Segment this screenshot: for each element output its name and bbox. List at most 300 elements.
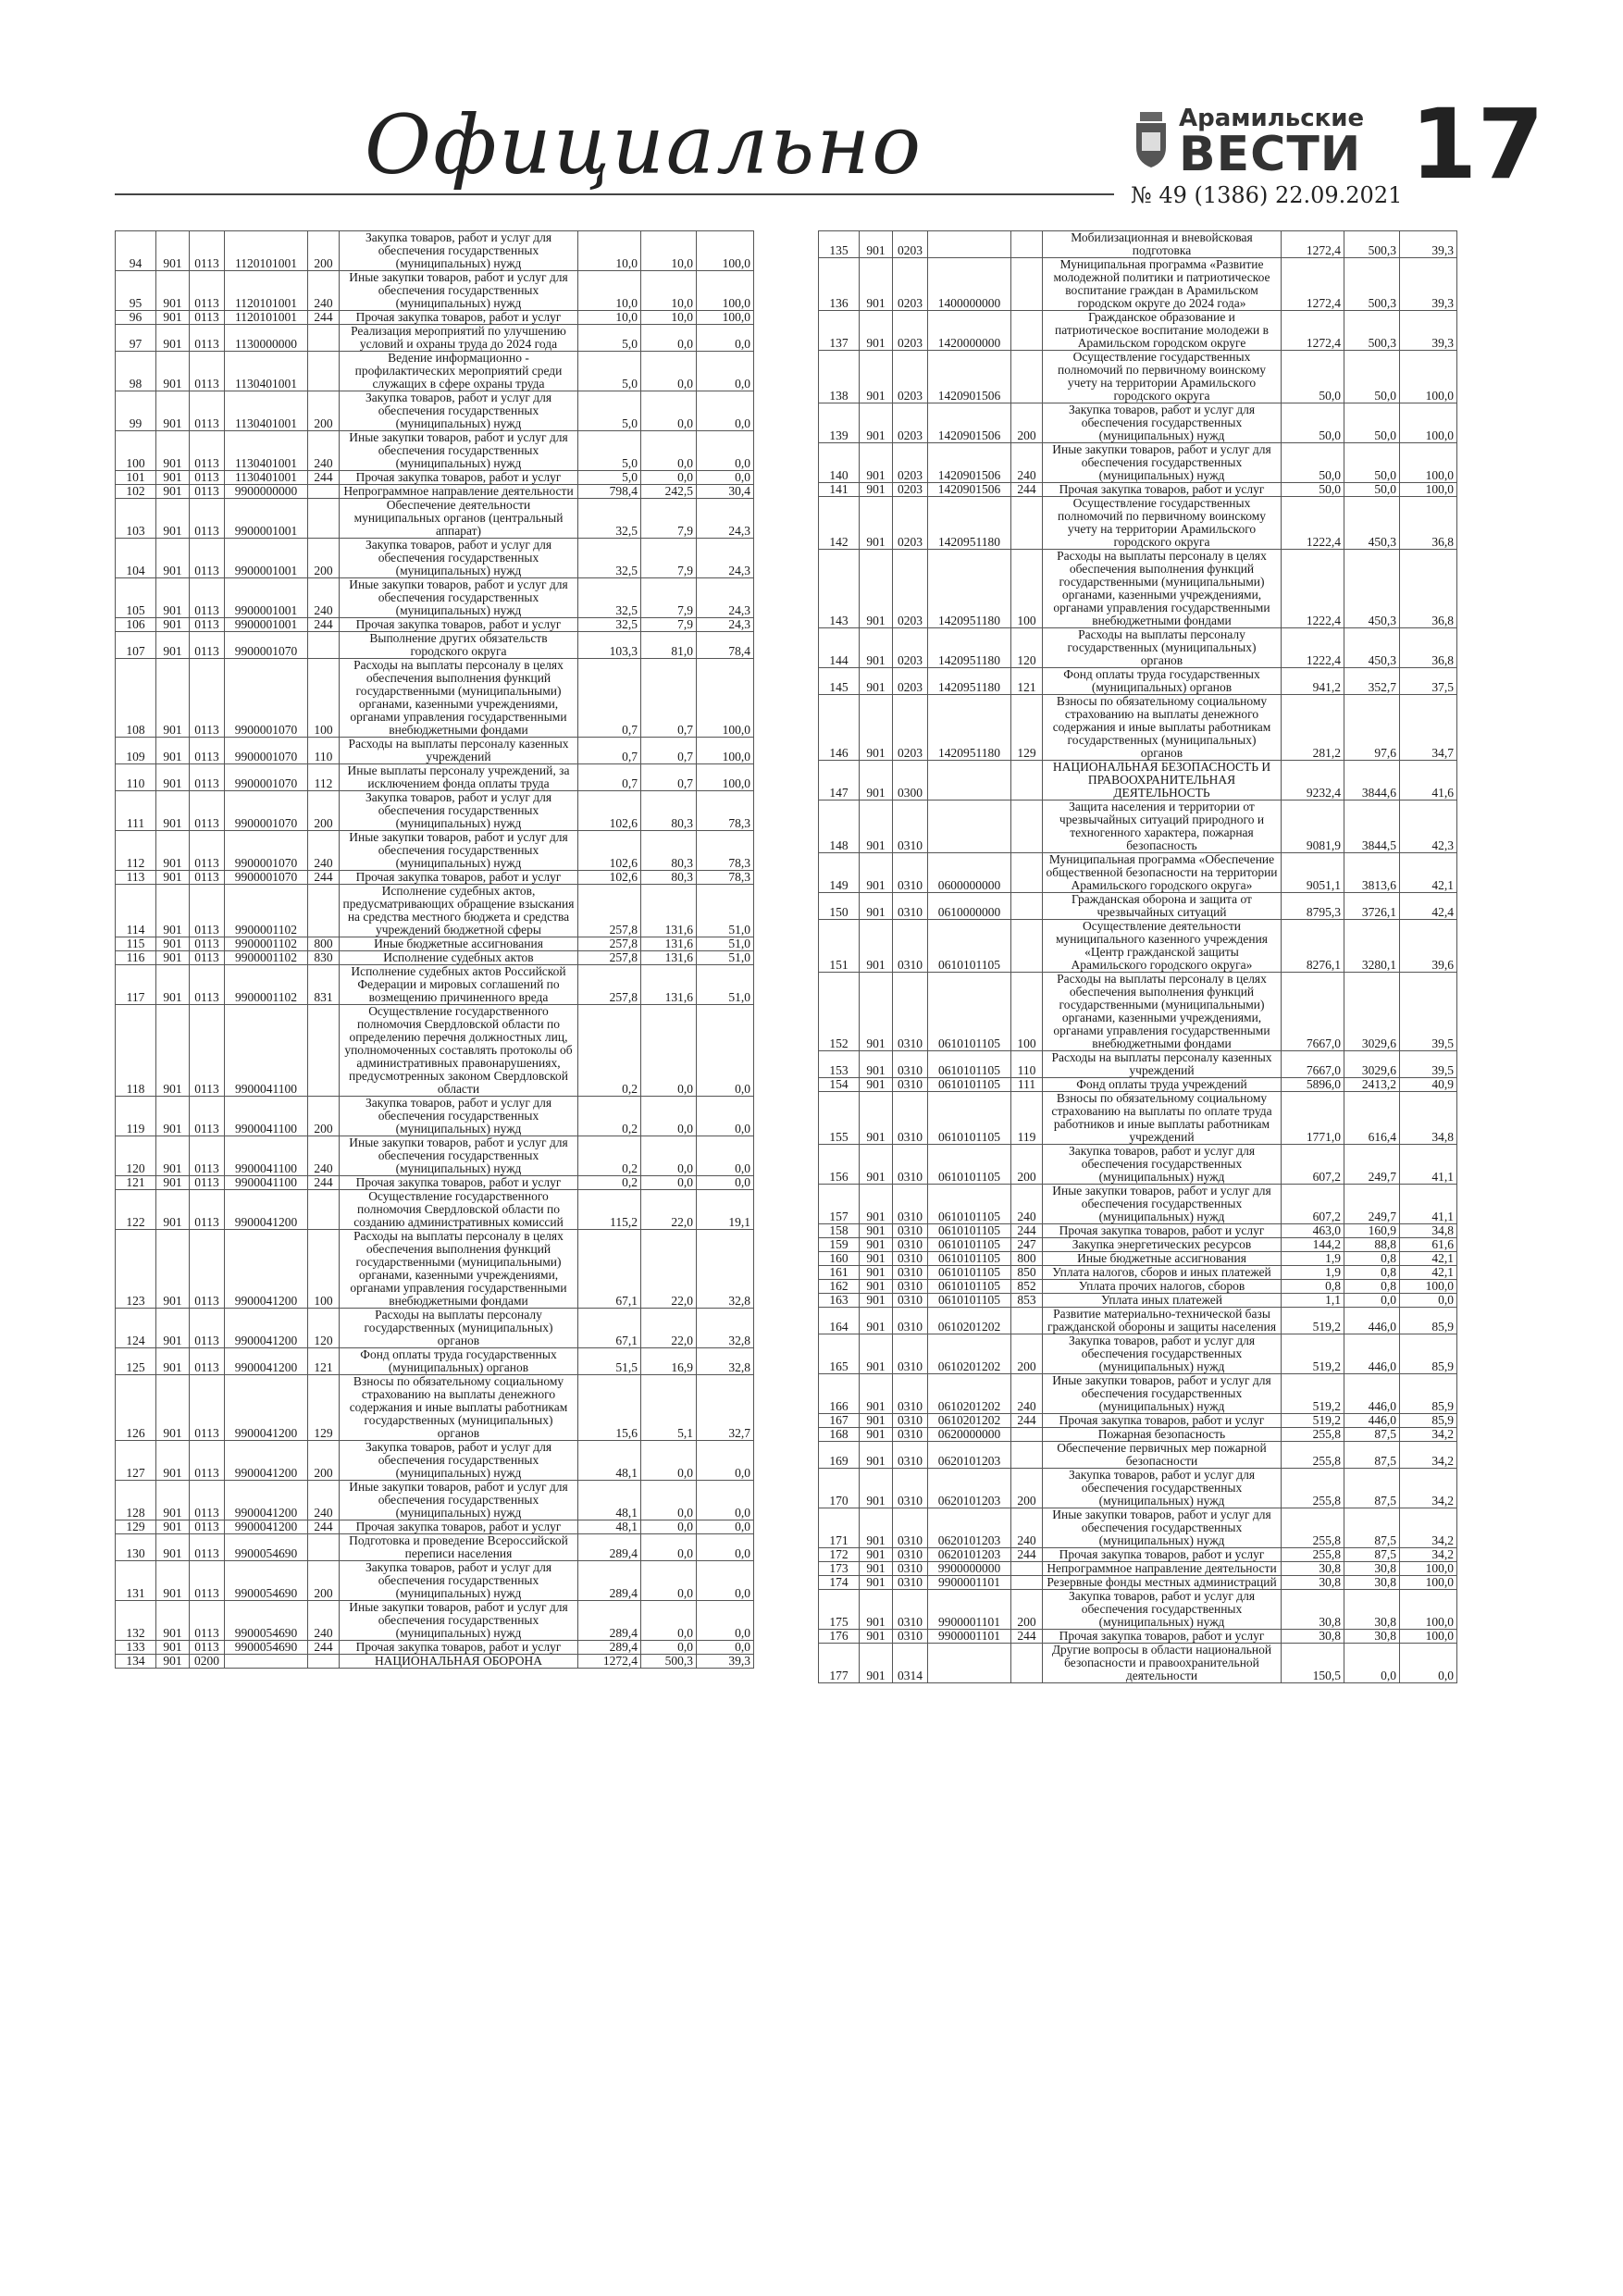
executed-amount: 0,0 — [641, 1097, 697, 1136]
plan-amount: 50,0 — [1282, 483, 1344, 497]
target-code: 0610101105 — [928, 973, 1011, 1051]
executed-amount: 0,0 — [641, 471, 697, 485]
plan-amount: 9051,1 — [1282, 853, 1344, 893]
row-description: Другие вопросы в области национальной безопасности и правоохранительной деятельности — [1043, 1644, 1282, 1683]
header-rule — [115, 193, 1114, 195]
row-description: Мобилизационная и вневойсковая подготовка — [1043, 231, 1282, 258]
section-code: 0113 — [190, 485, 225, 499]
table-row — [116, 539, 754, 578]
section-code: 0113 — [190, 1601, 225, 1641]
execution-percent: 36,8 — [1400, 628, 1457, 668]
row-description: Расходы на выплаты персоналу в целях обеспечения выполнения функций государственными (муниципальными) органами, казенными учреждениями, органами управления государственными внебюджетными фондами — [340, 1230, 578, 1309]
target-code: 9900054690 — [225, 1534, 308, 1561]
ministry-code: 901 — [860, 853, 893, 893]
target-code: 1130000000 — [225, 325, 308, 352]
section-code: 0113 — [190, 965, 225, 1005]
section-code: 0113 — [190, 1136, 225, 1176]
row-description: Уплата налогов, сборов и иных платежей — [1043, 1266, 1282, 1280]
row-description: Прочая закупка товаров, работ и услуг — [340, 618, 578, 632]
executed-amount: 22,0 — [641, 1230, 697, 1309]
target-code: 9900001070 — [225, 831, 308, 871]
row-description: Расходы на выплаты персоналу в целях обеспечения выполнения функций государственными (муниципальными) органами, казенными учреждениями, органами управления государственными внебюджетными фондами — [1043, 973, 1282, 1051]
row-description: Расходы на выплаты персоналу государственных (муниципальных) органов — [340, 1309, 578, 1348]
plan-amount: 9232,4 — [1282, 761, 1344, 800]
ministry-code: 901 — [156, 1005, 190, 1097]
target-code: 1420901506 — [928, 443, 1011, 483]
execution-percent: 0,0 — [697, 352, 754, 391]
row-description: Закупка товаров, работ и услуг для обеспечения государственных (муниципальных) нужд — [1043, 1334, 1282, 1374]
execution-percent: 24,3 — [697, 618, 754, 632]
executed-amount: 131,6 — [641, 965, 697, 1005]
section-code: 0113 — [190, 659, 225, 738]
plan-amount: 115,2 — [578, 1190, 641, 1230]
table-row — [819, 311, 1457, 351]
target-code: 0610000000 — [928, 893, 1011, 920]
executed-amount: 50,0 — [1344, 403, 1400, 443]
table-row — [819, 550, 1457, 628]
row-number: 114 — [116, 885, 156, 937]
executed-amount: 500,3 — [1344, 231, 1400, 258]
expense-type — [308, 352, 340, 391]
ministry-code: 901 — [156, 738, 190, 764]
ministry-code: 901 — [860, 628, 893, 668]
expense-type: 111 — [1011, 1078, 1043, 1092]
execution-percent: 0,0 — [1400, 1294, 1457, 1308]
page-number: 17 — [1410, 88, 1544, 201]
ministry-code: 901 — [156, 1375, 190, 1441]
expense-type: 129 — [1011, 695, 1043, 761]
target-code: 9900001101 — [928, 1590, 1011, 1630]
ministry-code: 901 — [156, 471, 190, 485]
expense-type — [308, 885, 340, 937]
table-row — [116, 1136, 754, 1176]
execution-percent: 0,0 — [1400, 1644, 1457, 1683]
row-description: Пожарная безопасность — [1043, 1428, 1282, 1442]
ministry-code: 901 — [156, 431, 190, 471]
section-code: 0113 — [190, 1375, 225, 1441]
ministry-code: 901 — [156, 1348, 190, 1375]
executed-amount: 7,9 — [641, 618, 697, 632]
section-code: 0310 — [893, 1442, 928, 1469]
table-row — [116, 791, 754, 831]
table-row — [819, 1469, 1457, 1508]
section-code: 0113 — [190, 1309, 225, 1348]
target-code: 9900001102 — [225, 885, 308, 937]
execution-percent: 100,0 — [1400, 1562, 1457, 1576]
row-number: 118 — [116, 1005, 156, 1097]
target-code: 0620101203 — [928, 1442, 1011, 1469]
executed-amount: 80,3 — [641, 831, 697, 871]
row-description: Защита населения и территории от чрезвычайных ситуаций природного и техногенного характера, пожарная безопасность — [1043, 800, 1282, 853]
section-code: 0113 — [190, 352, 225, 391]
row-number: 112 — [116, 831, 156, 871]
budget-table-right-column — [818, 230, 1457, 1683]
ministry-code: 901 — [860, 1590, 893, 1630]
executed-amount: 0,0 — [1344, 1294, 1400, 1308]
row-number: 100 — [116, 431, 156, 471]
table-row — [819, 1428, 1457, 1442]
row-number: 160 — [819, 1252, 860, 1266]
ministry-code: 901 — [156, 1520, 190, 1534]
plan-amount: 50,0 — [1282, 351, 1344, 403]
row-number: 137 — [819, 311, 860, 351]
table-row — [819, 668, 1457, 695]
row-description: Иные закупки товаров, работ и услуг для обеспечения государственных (муниципальных) нужд — [1043, 443, 1282, 483]
row-number: 143 — [819, 550, 860, 628]
execution-percent: 0,0 — [697, 1005, 754, 1097]
plan-amount: 30,8 — [1282, 1590, 1344, 1630]
target-code: 0620000000 — [928, 1428, 1011, 1442]
plan-amount: 289,4 — [578, 1601, 641, 1641]
ministry-code: 901 — [860, 1266, 893, 1280]
plan-amount: 67,1 — [578, 1230, 641, 1309]
execution-percent: 32,8 — [697, 1348, 754, 1375]
section-code: 0203 — [893, 258, 928, 311]
ministry-code: 901 — [860, 1644, 893, 1683]
target-code: 9900001001 — [225, 618, 308, 632]
plan-amount: 1222,4 — [1282, 497, 1344, 550]
executed-amount: 0,0 — [641, 1005, 697, 1097]
execution-percent: 42,1 — [1400, 1252, 1457, 1266]
section-code: 0310 — [893, 1224, 928, 1238]
row-number: 142 — [819, 497, 860, 550]
plan-amount: 255,8 — [1282, 1442, 1344, 1469]
plan-amount: 32,5 — [578, 499, 641, 539]
table-row — [116, 271, 754, 311]
row-number: 166 — [819, 1374, 860, 1414]
expense-type — [1011, 1644, 1043, 1683]
row-description: Уплата прочих налогов, сборов — [1043, 1280, 1282, 1294]
ministry-code: 901 — [156, 271, 190, 311]
plan-amount: 102,6 — [578, 791, 641, 831]
expense-type — [1011, 920, 1043, 973]
executed-amount: 81,0 — [641, 632, 697, 659]
executed-amount: 450,3 — [1344, 628, 1400, 668]
ministry-code: 901 — [860, 1078, 893, 1092]
executed-amount: 50,0 — [1344, 483, 1400, 497]
execution-percent: 51,0 — [697, 937, 754, 951]
expense-type: 200 — [1011, 1145, 1043, 1185]
section-code: 0113 — [190, 764, 225, 791]
executed-amount: 0,0 — [641, 1520, 697, 1534]
table-row — [819, 497, 1457, 550]
row-number: 126 — [116, 1375, 156, 1441]
row-description: Прочая закупка товаров, работ и услуг — [1043, 1224, 1282, 1238]
execution-percent: 32,8 — [697, 1309, 754, 1348]
section-code: 0310 — [893, 973, 928, 1051]
table-row — [819, 1051, 1457, 1078]
section-code: 0310 — [893, 1562, 928, 1576]
row-number: 119 — [116, 1097, 156, 1136]
expense-type: 853 — [1011, 1294, 1043, 1308]
row-number: 141 — [819, 483, 860, 497]
target-code: 1420951180 — [928, 628, 1011, 668]
table-row — [819, 1442, 1457, 1469]
table-row — [819, 1508, 1457, 1548]
target-code: 1130401001 — [225, 471, 308, 485]
table-row — [819, 695, 1457, 761]
execution-percent: 39,5 — [1400, 1051, 1457, 1078]
table-row — [819, 973, 1457, 1051]
execution-percent: 42,3 — [1400, 800, 1457, 853]
target-code: 1420951180 — [928, 550, 1011, 628]
execution-percent: 100,0 — [697, 311, 754, 325]
row-description: Фонд оплаты труда учреждений — [1043, 1078, 1282, 1092]
executed-amount: 50,0 — [1344, 351, 1400, 403]
executed-amount: 80,3 — [641, 871, 697, 885]
executed-amount: 10,0 — [641, 231, 697, 271]
section-code: 0113 — [190, 431, 225, 471]
target-code: 0610101105 — [928, 1145, 1011, 1185]
executed-amount: 0,0 — [641, 325, 697, 352]
execution-percent: 30,4 — [697, 485, 754, 499]
ministry-code: 901 — [156, 951, 190, 965]
section-code: 0203 — [893, 403, 928, 443]
table-row — [819, 1185, 1457, 1224]
ministry-code: 901 — [860, 1630, 893, 1644]
target-code: 1420901506 — [928, 351, 1011, 403]
row-description: Закупка товаров, работ и услуг для обеспечения государственных (муниципальных) нужд — [340, 791, 578, 831]
table-row — [116, 1375, 754, 1441]
expense-type — [308, 1655, 340, 1669]
executed-amount: 7,9 — [641, 578, 697, 618]
ministry-code: 901 — [156, 1176, 190, 1190]
row-description: Развитие материально-технической базы гражданской обороны и защиты населения — [1043, 1308, 1282, 1334]
executed-amount: 87,5 — [1344, 1442, 1400, 1469]
target-code: 0610101105 — [928, 1078, 1011, 1092]
row-number: 113 — [116, 871, 156, 885]
row-number: 153 — [819, 1051, 860, 1078]
execution-percent: 100,0 — [1400, 443, 1457, 483]
ministry-code: 901 — [860, 1428, 893, 1442]
plan-amount: 257,8 — [578, 885, 641, 937]
table-row — [116, 1534, 754, 1561]
row-number: 167 — [819, 1414, 860, 1428]
ministry-code: 901 — [156, 1136, 190, 1176]
ministry-code: 901 — [156, 632, 190, 659]
expense-type: 244 — [308, 618, 340, 632]
execution-percent: 39,3 — [697, 1655, 754, 1669]
expense-type: 200 — [1011, 1334, 1043, 1374]
expense-type — [1011, 800, 1043, 853]
ministry-code: 901 — [860, 800, 893, 853]
execution-percent: 36,8 — [1400, 497, 1457, 550]
row-description: Обеспечение первичных мер пожарной безопасности — [1043, 1442, 1282, 1469]
ministry-code: 901 — [156, 1534, 190, 1561]
section-code: 0203 — [893, 231, 928, 258]
target-code: 9900001102 — [225, 965, 308, 1005]
target-code: 9900001001 — [225, 539, 308, 578]
section-code: 0310 — [893, 1308, 928, 1334]
target-code — [928, 231, 1011, 258]
executed-amount: 97,6 — [1344, 695, 1400, 761]
row-number: 158 — [819, 1224, 860, 1238]
executed-amount: 0,7 — [641, 738, 697, 764]
table-row — [116, 618, 754, 632]
execution-percent: 34,8 — [1400, 1092, 1457, 1145]
execution-percent: 78,3 — [697, 791, 754, 831]
executed-amount: 3726,1 — [1344, 893, 1400, 920]
executed-amount: 30,8 — [1344, 1562, 1400, 1576]
row-number: 132 — [116, 1601, 156, 1641]
row-number: 102 — [116, 485, 156, 499]
section-code: 0203 — [893, 311, 928, 351]
target-code: 0610201202 — [928, 1374, 1011, 1414]
target-code: 0610201202 — [928, 1334, 1011, 1374]
ministry-code: 901 — [156, 885, 190, 937]
row-number: 164 — [819, 1308, 860, 1334]
executed-amount: 0,0 — [641, 1441, 697, 1481]
section-code: 0310 — [893, 1280, 928, 1294]
expense-type: 240 — [308, 431, 340, 471]
expense-type — [308, 1005, 340, 1097]
execution-percent: 100,0 — [1400, 483, 1457, 497]
execution-percent: 34,2 — [1400, 1548, 1457, 1562]
row-number: 155 — [819, 1092, 860, 1145]
section-code: 0310 — [893, 1266, 928, 1280]
expense-type: 244 — [1011, 1548, 1043, 1562]
table-row — [116, 1561, 754, 1601]
table-row — [116, 764, 754, 791]
execution-percent: 32,7 — [697, 1375, 754, 1441]
execution-percent: 34,7 — [1400, 695, 1457, 761]
executed-amount: 7,9 — [641, 539, 697, 578]
executed-amount: 5,1 — [641, 1375, 697, 1441]
row-number: 144 — [819, 628, 860, 668]
table-row — [819, 443, 1457, 483]
target-code: 0610101105 — [928, 1266, 1011, 1280]
executed-amount: 450,3 — [1344, 497, 1400, 550]
row-description: НАЦИОНАЛЬНАЯ БЕЗОПАСНОСТЬ И ПРАВООХРАНИТЕЛЬНАЯ ДЕЯТЕЛЬНОСТЬ — [1043, 761, 1282, 800]
target-code: 0620101203 — [928, 1548, 1011, 1562]
expense-type: 200 — [308, 1441, 340, 1481]
target-code: 9900001102 — [225, 951, 308, 965]
expense-type: 244 — [308, 1641, 340, 1655]
ministry-code: 901 — [860, 351, 893, 403]
executed-amount: 3280,1 — [1344, 920, 1400, 973]
executed-amount: 0,8 — [1344, 1266, 1400, 1280]
row-description: Взносы по обязательному социальному страхованию на выплаты денежного содержания и иные выплаты работникам государственных (муниципальных) органов — [1043, 695, 1282, 761]
executed-amount: 0,0 — [641, 1561, 697, 1601]
row-description: Прочая закупка товаров, работ и услуг — [1043, 1630, 1282, 1644]
section-code: 0203 — [893, 628, 928, 668]
target-code: 0610101105 — [928, 1051, 1011, 1078]
target-code: 0610101105 — [928, 920, 1011, 973]
plan-amount: 255,8 — [1282, 1428, 1344, 1442]
ministry-code: 901 — [860, 1224, 893, 1238]
plan-amount: 1222,4 — [1282, 550, 1344, 628]
section-code: 0113 — [190, 1641, 225, 1655]
ministry-code: 901 — [156, 1601, 190, 1641]
row-description: Взносы по обязательному социальному страхованию на выплаты по оплате труда работников и иные выплаты работникам учреждений — [1043, 1092, 1282, 1145]
row-description: Иные закупки товаров, работ и услуг для обеспечения государственных (муниципальных) нужд — [1043, 1185, 1282, 1224]
section-code: 0310 — [893, 1051, 928, 1078]
plan-amount: 289,4 — [578, 1561, 641, 1601]
plan-amount: 50,0 — [1282, 443, 1344, 483]
row-description: Осуществление государственных полномочий по первичному воинскому учету на территории Арамильского городского округа — [1043, 497, 1282, 550]
section-code: 0113 — [190, 1176, 225, 1190]
row-number: 98 — [116, 352, 156, 391]
executed-amount: 30,8 — [1344, 1576, 1400, 1590]
table-row — [819, 1562, 1457, 1576]
expense-type: 244 — [308, 471, 340, 485]
table-row — [116, 578, 754, 618]
row-number: 168 — [819, 1428, 860, 1442]
plan-amount: 32,5 — [578, 578, 641, 618]
target-code: 9900041200 — [225, 1375, 308, 1441]
row-number: 147 — [819, 761, 860, 800]
row-number: 175 — [819, 1590, 860, 1630]
page-header — [115, 88, 1544, 208]
target-code: 1400000000 — [928, 258, 1011, 311]
row-description: Осуществление государственных полномочий по первичному воинскому учету на территории Арамильского городского округа — [1043, 351, 1282, 403]
expense-type: 244 — [1011, 1414, 1043, 1428]
plan-amount: 5,0 — [578, 431, 641, 471]
row-description: Иные закупки товаров, работ и услуг для обеспечения государственных (муниципальных) нужд — [1043, 1374, 1282, 1414]
executed-amount: 7,9 — [641, 499, 697, 539]
executed-amount: 0,0 — [641, 1534, 697, 1561]
target-code: 9900001070 — [225, 871, 308, 885]
row-number: 140 — [819, 443, 860, 483]
section-code: 0113 — [190, 871, 225, 885]
execution-percent: 0,0 — [697, 1561, 754, 1601]
section-code: 0310 — [893, 1469, 928, 1508]
plan-amount: 7667,0 — [1282, 1051, 1344, 1078]
target-code: 9900041200 — [225, 1309, 308, 1348]
expense-type: 831 — [308, 965, 340, 1005]
table-row — [116, 1641, 754, 1655]
target-code: 0610101105 — [928, 1185, 1011, 1224]
executed-amount: 0,8 — [1344, 1252, 1400, 1266]
expense-type: 200 — [308, 791, 340, 831]
newspaper-logo — [1131, 105, 1365, 182]
row-number: 108 — [116, 659, 156, 738]
executed-amount: 0,0 — [641, 1176, 697, 1190]
plan-amount: 798,4 — [578, 485, 641, 499]
expense-type: 240 — [1011, 443, 1043, 483]
expense-type — [1011, 1442, 1043, 1469]
expense-type: 200 — [308, 1561, 340, 1601]
plan-amount: 255,8 — [1282, 1469, 1344, 1508]
section-code: 0113 — [190, 1190, 225, 1230]
ministry-code: 901 — [860, 497, 893, 550]
plan-amount: 5896,0 — [1282, 1078, 1344, 1092]
plan-amount: 5,0 — [578, 391, 641, 431]
row-description: Осуществление государственного полномочия Свердловской области по созданию административных комиссий — [340, 1190, 578, 1230]
section-code: 0310 — [893, 1294, 928, 1308]
plan-amount: 32,5 — [578, 539, 641, 578]
execution-percent: 0,0 — [697, 1601, 754, 1641]
expense-type — [1011, 1308, 1043, 1334]
ministry-code: 901 — [860, 1562, 893, 1576]
row-description: Расходы на выплаты персоналу государственных (муниципальных) органов — [1043, 628, 1282, 668]
execution-percent: 100,0 — [697, 764, 754, 791]
table-row — [116, 1097, 754, 1136]
target-code: 9900001070 — [225, 764, 308, 791]
executed-amount: 242,5 — [641, 485, 697, 499]
target-code: 1420000000 — [928, 311, 1011, 351]
target-code: 9900041200 — [225, 1520, 308, 1534]
row-number: 170 — [819, 1469, 860, 1508]
executed-amount: 616,4 — [1344, 1092, 1400, 1145]
section-code: 0203 — [893, 550, 928, 628]
section-code: 0310 — [893, 1548, 928, 1562]
row-description: Закупка товаров, работ и услуг для обеспечения государственных (муниципальных) нужд — [340, 539, 578, 578]
expense-type — [308, 325, 340, 352]
execution-percent: 100,0 — [697, 231, 754, 271]
target-code: 9900001101 — [928, 1630, 1011, 1644]
executed-amount: 131,6 — [641, 951, 697, 965]
